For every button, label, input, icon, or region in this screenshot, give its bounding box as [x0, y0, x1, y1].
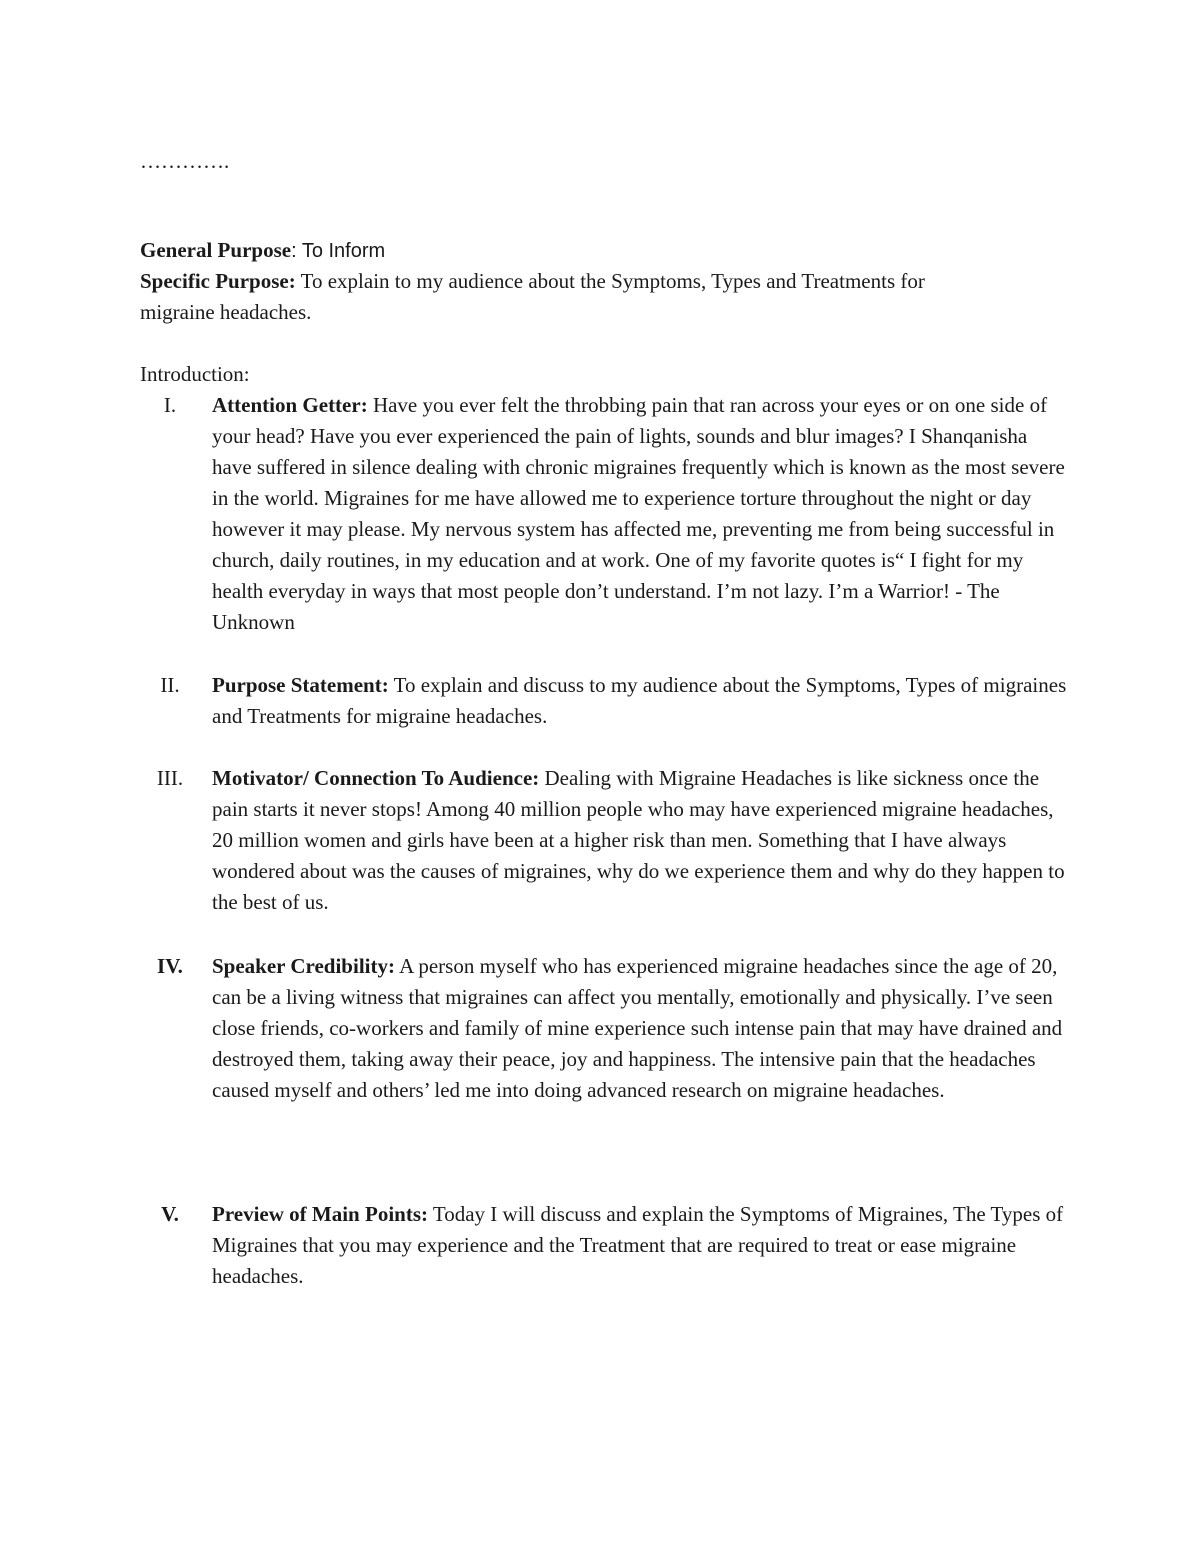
purpose-statement-label: Purpose Statement:: [212, 673, 389, 697]
specific-purpose-value-line1: To explain to my audience about the Symptoms, Types and Treatments for: [295, 269, 925, 293]
outline-numeral: I.: [163, 393, 177, 417]
header-dots: ………….: [140, 149, 230, 173]
outline-numeral: III.: [156, 766, 184, 790]
outline-numeral: V.: [161, 1202, 179, 1226]
outline-item-body: [212, 951, 1072, 1106]
speaker-credibility-label: Speaker Credibility:: [212, 954, 395, 978]
general-purpose-line: [140, 235, 385, 267]
preview-text: Today I will discuss and explain the Symptoms of Migraines, The Types of Migraines that you may experience and the Treatment that are required to treat or ease migraine headaches.: [212, 1202, 1064, 1288]
purpose-statement-text: To explain and discuss to my audience about the Symptoms, Types of migraines and Treatments for migraine headaches.: [212, 673, 1067, 728]
outline-numeral: II.: [160, 673, 180, 697]
outline-item-body: [212, 390, 1072, 638]
attention-getter-text: Have you ever felt the throbbing pain that ran across your eyes or on one side of your head? Have you ever experienced the pain of lights, sounds and blur images? I Shanqanisha have suffered in silence dealing with chronic migraines frequently which is known as the most severe in the world. Migraines for me have allowed me to experience torture throughout the night or day however it may please. My nervous system has affected me, preventing me from being successful in church, daily routines, in my education and at work. One of my favorite quotes is“ I fight for my health everyday in ways that most people don’t understand. I’m not lazy. I’m a Warrior! - The Unknown: [212, 393, 1065, 634]
general-purpose-value: To Inform: [296, 240, 386, 262]
outline-item-body: [212, 1199, 1072, 1292]
motivator-label: Motivator/ Connection To Audience:: [212, 766, 540, 790]
specific-purpose-label: Specific Purpose:: [140, 269, 296, 293]
preview-label: Preview of Main Points:: [212, 1202, 428, 1226]
specific-purpose-line: [140, 266, 925, 297]
outline-item-body: [212, 763, 1072, 918]
attention-getter-label: Attention Getter:: [212, 393, 368, 417]
general-purpose-colon: :: [291, 240, 297, 262]
outline-item-body: [212, 670, 1072, 732]
specific-purpose-line-2: migraine headaches.: [140, 300, 312, 324]
motivator-text: Dealing with Migraine Headaches is like sickness once the pain starts it never stops! Among 40 million people who may have experienced migraine headaches, 20 million women and girls have been at a higher risk than men. Something that I have always wondered about was the causes of migraines, why do we experience them and why do they happen to the best of us.: [212, 766, 1065, 914]
introduction-heading: Introduction:: [140, 362, 250, 386]
speaker-credibility-text: A person myself who has experienced migraine headaches since the age of 20, can be a living witness that migraines can affect you mentally, emotionally and physically. I’ve seen close friends, co-workers and family of mine experience such intense pain that may have drained and destroyed them, taking away their peace, joy and happiness. The intensive pain that the headaches caused myself and others’ led me into doing advanced research on migraine headaches.: [212, 954, 1063, 1102]
general-purpose-label: General Purpose: [140, 238, 292, 262]
outline-numeral: IV.: [157, 954, 183, 978]
